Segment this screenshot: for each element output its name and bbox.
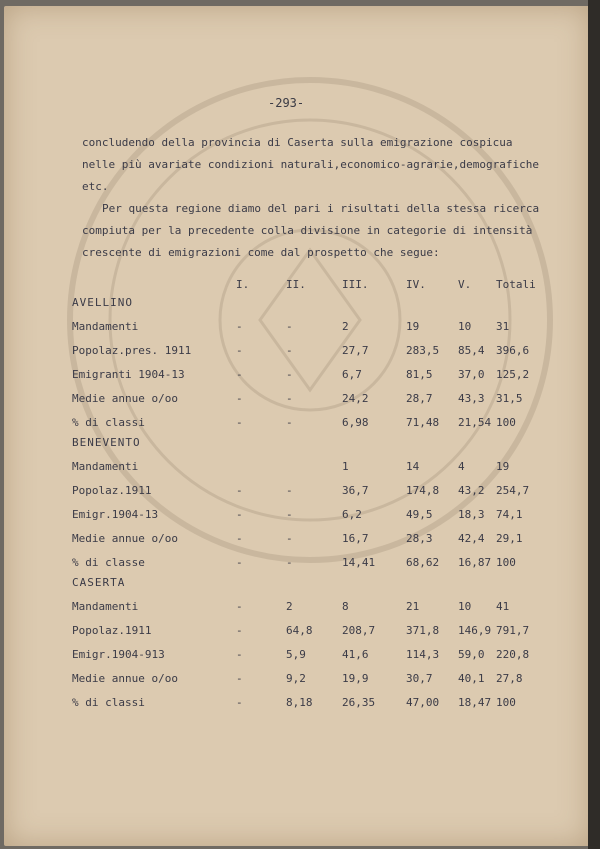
- cell: 21,54: [458, 416, 492, 429]
- row-label: % di classe: [72, 556, 145, 569]
- cell: 43,2: [458, 484, 485, 497]
- cell: 19: [406, 320, 420, 333]
- section-title-label: BENEVENTO: [72, 436, 141, 449]
- row-label: Medie annue o/oo: [72, 392, 178, 405]
- cell: -: [236, 416, 243, 429]
- cell: 74,1: [496, 508, 523, 521]
- page-number: -293-: [268, 96, 305, 110]
- cell: 27,8: [496, 672, 523, 685]
- table-header-row: [72, 278, 552, 298]
- table-row: [72, 532, 552, 552]
- cell: 41,6: [342, 648, 369, 661]
- row-label: Popolaz.pres. 1911: [72, 344, 192, 357]
- row-label: Popolaz.1911: [72, 484, 152, 497]
- paragraph: concludendo della provincia di Caserta sulla emigrazione cospicua nelle più avariate condizioni naturali,economico-agrarie,demografiche etc.: [82, 136, 539, 193]
- table-row: [72, 556, 552, 576]
- cell: 1: [342, 460, 349, 473]
- section-title-label: AVELLINO: [72, 296, 133, 309]
- cell: 6,2: [342, 508, 362, 521]
- cell: 30,7: [406, 672, 433, 685]
- cell: 37,0: [458, 368, 485, 381]
- cell: 18,47: [458, 696, 492, 709]
- cell: 31,5: [496, 392, 523, 405]
- cell: -: [286, 508, 293, 521]
- cell: -: [286, 556, 293, 569]
- cell: 10: [458, 600, 472, 613]
- cell: 220,8: [496, 648, 530, 661]
- cell: 36,7: [342, 484, 369, 497]
- table-row: [72, 624, 552, 644]
- cell: -: [236, 648, 243, 661]
- cell: 10: [458, 320, 472, 333]
- body-text: [82, 132, 552, 264]
- table-row: [72, 460, 552, 480]
- cell: -: [236, 484, 243, 497]
- row-label: Medie annue o/oo: [72, 532, 178, 545]
- table-row: [72, 484, 552, 504]
- cell: -: [286, 392, 293, 405]
- table-row: [72, 368, 552, 388]
- cell: 29,1: [496, 532, 523, 545]
- cell: 371,8: [406, 624, 440, 637]
- row-label: % di classi: [72, 696, 145, 709]
- cell: 100: [496, 556, 516, 569]
- column-header: III.: [342, 278, 369, 291]
- cell: -: [236, 392, 243, 405]
- cell: 68,62: [406, 556, 440, 569]
- cell: 21: [406, 600, 420, 613]
- cell: -: [286, 368, 293, 381]
- row-label: Emigr.1904-913: [72, 648, 165, 661]
- table-row: [72, 344, 552, 364]
- cell: -: [236, 532, 243, 545]
- cell: 85,4: [458, 344, 485, 357]
- cell: 254,7: [496, 484, 530, 497]
- cell: 40,1: [458, 672, 485, 685]
- cell: 28,7: [406, 392, 433, 405]
- section-title-label: CASERTA: [72, 576, 126, 589]
- cell: 2: [286, 600, 293, 613]
- cell: 5,9: [286, 648, 306, 661]
- row-label: % di classi: [72, 416, 145, 429]
- table-row: [72, 672, 552, 692]
- cell: 81,5: [406, 368, 433, 381]
- cell: 31: [496, 320, 510, 333]
- cell: -: [286, 484, 293, 497]
- cell: 41: [496, 600, 510, 613]
- section-title: [72, 576, 552, 596]
- cell: 19: [496, 460, 510, 473]
- cell: -: [236, 344, 243, 357]
- cell: 14,41: [342, 556, 376, 569]
- table-row: [72, 600, 552, 620]
- cell: 114,3: [406, 648, 440, 661]
- table-row: [72, 508, 552, 528]
- row-label: Mandamenti: [72, 320, 139, 333]
- cell: -: [236, 556, 243, 569]
- cell: 100: [496, 416, 516, 429]
- row-label: Emigr.1904-13: [72, 508, 159, 521]
- table-row: [72, 416, 552, 436]
- cell: 28,3: [406, 532, 433, 545]
- cell: 8,18: [286, 696, 313, 709]
- table-row: [72, 648, 552, 668]
- cell: 26,35: [342, 696, 376, 709]
- section-title: [72, 436, 552, 456]
- column-header: V.: [458, 278, 472, 291]
- column-header: IV.: [406, 278, 426, 291]
- cell: -: [236, 624, 243, 637]
- cell: 16,7: [342, 532, 369, 545]
- row-label: Popolaz.1911: [72, 624, 152, 637]
- paragraph: Per questa regione diamo del pari i risultati della stessa ricerca compiuta per la precedente colla divisione in categorie di intensità crescente di emigrazioni come dal prospetto che segue:: [82, 202, 540, 259]
- cell: 59,0: [458, 648, 485, 661]
- cell: 396,6: [496, 344, 530, 357]
- table-row: [72, 320, 552, 340]
- cell: 19,9: [342, 672, 369, 685]
- cell: 47,00: [406, 696, 440, 709]
- column-header: I.: [236, 278, 250, 291]
- row-label: Mandamenti: [72, 600, 139, 613]
- cell: -: [286, 320, 293, 333]
- row-label: Emigranti 1904-13: [72, 368, 185, 381]
- row-label: Mandamenti: [72, 460, 139, 473]
- scan-edge: [588, 0, 600, 849]
- cell: 791,7: [496, 624, 530, 637]
- cell: 24,2: [342, 392, 369, 405]
- cell: 9,2: [286, 672, 306, 685]
- cell: -: [236, 368, 243, 381]
- section-title: [72, 296, 552, 316]
- table-row: [72, 392, 552, 412]
- cell: 174,8: [406, 484, 440, 497]
- cell: 146,9: [458, 624, 492, 637]
- cell: 18,3: [458, 508, 485, 521]
- cell: 8: [342, 600, 349, 613]
- row-label: Medie annue o/oo: [72, 672, 178, 685]
- cell: 16,87: [458, 556, 492, 569]
- cell: -: [236, 696, 243, 709]
- cell: 4: [458, 460, 465, 473]
- column-header: Totali: [496, 278, 536, 291]
- cell: -: [286, 344, 293, 357]
- cell: -: [286, 416, 293, 429]
- cell: 49,5: [406, 508, 433, 521]
- cell: -: [236, 672, 243, 685]
- cell: 100: [496, 696, 516, 709]
- cell: 6,7: [342, 368, 362, 381]
- column-header: II.: [286, 278, 306, 291]
- cell: 14: [406, 460, 420, 473]
- cell: 2: [342, 320, 349, 333]
- cell: 283,5: [406, 344, 440, 357]
- cell: 208,7: [342, 624, 376, 637]
- cell: -: [236, 600, 243, 613]
- cell: -: [236, 508, 243, 521]
- cell: -: [236, 320, 243, 333]
- cell: 64,8: [286, 624, 313, 637]
- cell: 27,7: [342, 344, 369, 357]
- cell: -: [286, 532, 293, 545]
- cell: 71,48: [406, 416, 440, 429]
- cell: 125,2: [496, 368, 530, 381]
- table-row: [72, 696, 552, 716]
- cell: 42,4: [458, 532, 485, 545]
- cell: 43,3: [458, 392, 485, 405]
- cell: 6,98: [342, 416, 369, 429]
